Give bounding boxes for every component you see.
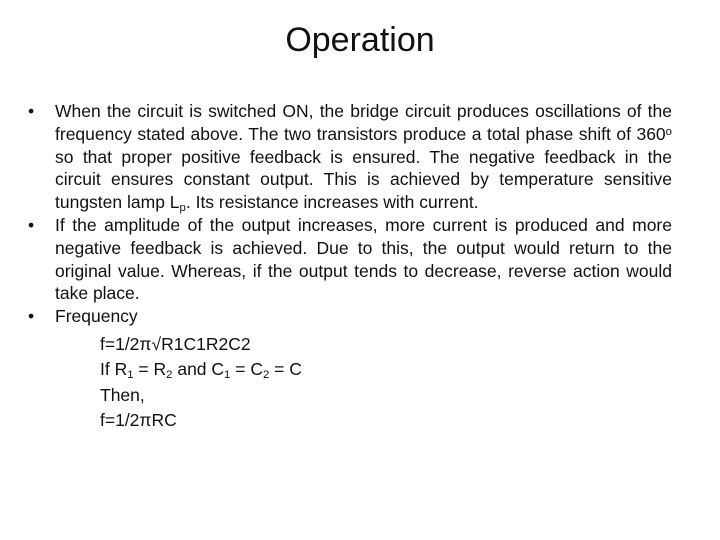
condition-line xyxy=(28,357,672,383)
c2-subscript: 2 xyxy=(262,369,270,382)
bullet-text: Frequency xyxy=(55,306,138,327)
bullet-text-part: . Its resistance increases with current. xyxy=(185,192,479,213)
slide-title: Operation xyxy=(285,21,435,59)
c1-subscript: 1 xyxy=(224,369,231,382)
bullet-dot-icon: • xyxy=(28,214,35,235)
bullet-text-part: When the circuit is switched ON, the bridge circuit produces oscillations of the frequency stated above. The two transistors produce a total phase shift of 360 xyxy=(55,101,672,144)
condition-text: = C xyxy=(230,359,263,380)
bullet-dot-icon: • xyxy=(28,101,35,121)
lamp-subscript: p xyxy=(179,202,186,215)
slide-body xyxy=(28,100,672,434)
bullet-text: If the amplitude of the output increases, more current is produced and more negative feedback is achieved. Due to this, the output would return to the original value. Whereas, if the output tends to decrease, reverse action would take place. xyxy=(55,214,672,304)
condition-text: and C xyxy=(172,359,225,380)
then-label: Then, xyxy=(100,384,145,405)
bullet-frequency xyxy=(28,305,672,328)
degree-superscript: o xyxy=(665,125,672,138)
condition-text: = C xyxy=(269,359,302,380)
bullet-text xyxy=(55,100,672,214)
r1-subscript: 1 xyxy=(127,369,134,382)
bullet-dot-icon: • xyxy=(28,306,35,327)
formula-simplified: f=1/2πRC xyxy=(100,410,177,431)
bullet-amplitude-description xyxy=(28,214,672,305)
condition-text: = R xyxy=(133,359,167,380)
condition-text: If R xyxy=(100,359,128,380)
bullet-operation-description xyxy=(28,100,672,214)
bullet-text-part: so that proper positive feedback is ensured. The negative feedback in the circuit ensures constant output. This is achieved by temperature sensitive tungsten lamp L xyxy=(55,146,672,213)
r2-subscript: 2 xyxy=(166,369,173,382)
formula-general: f=1/2π√R1C1R2C2 xyxy=(100,333,251,354)
